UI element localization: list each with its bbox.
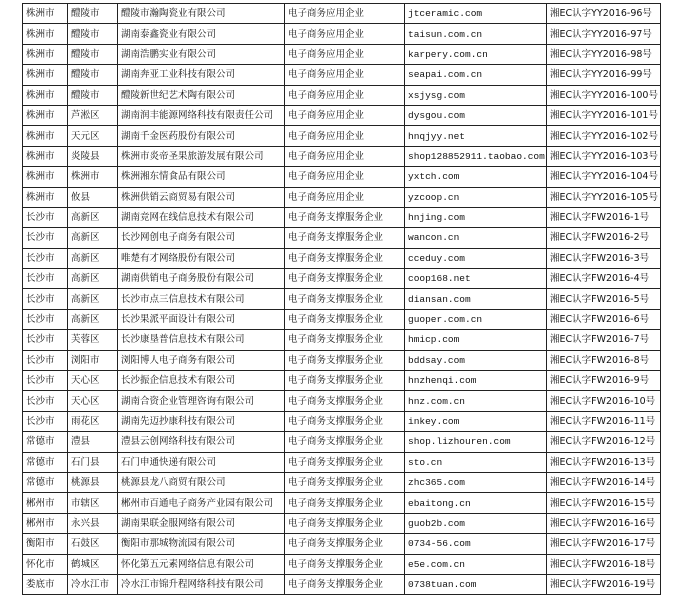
domain-cell: shop128852911.taobao.com (405, 146, 547, 166)
company-cell: 株洲市炎帝圣果旅游发展有限公司 (118, 146, 285, 166)
company-cell: 株洲湘东情食品有限公司 (118, 167, 285, 187)
category-cell: 电子商务支撑服务企业 (285, 452, 405, 472)
category-cell: 电子商务支撑服务企业 (285, 228, 405, 248)
domain-cell: coop168.net (405, 269, 547, 289)
category-cell: 电子商务支撑服务企业 (285, 554, 405, 574)
table-row (23, 248, 661, 268)
category-cell: 电子商务支撑服务企业 (285, 248, 405, 268)
category-cell: 电子商务应用企业 (285, 44, 405, 64)
domain-cell: wancon.cn (405, 228, 547, 248)
domain-cell: taisun.com.cn (405, 24, 547, 44)
domain-cell: yzcoop.cn (405, 187, 547, 207)
domain-cell: 0734-56.com (405, 534, 547, 554)
domain-cell: shop.lizhouren.com (405, 432, 547, 452)
table-row (23, 411, 661, 431)
company-cell: 湖南供销电子商务股份有限公司 (118, 269, 285, 289)
city-cell: 长沙市 (23, 289, 68, 309)
cert-number-cell: 湘EC认字FW2016-16号 (547, 513, 661, 533)
city-cell: 长沙市 (23, 269, 68, 289)
category-cell: 电子商务应用企业 (285, 4, 405, 24)
city-cell: 长沙市 (23, 350, 68, 370)
district-cell: 芙蓉区 (68, 330, 118, 350)
table-row (23, 391, 661, 411)
domain-cell: guoper.com.cn (405, 309, 547, 329)
company-cell: 湖南先迈抄康科技有限公司 (118, 411, 285, 431)
company-cell: 湖南浩鹏实业有限公司 (118, 44, 285, 64)
district-cell: 浏阳市 (68, 350, 118, 370)
company-cell: 浏阳博人电子商务有限公司 (118, 350, 285, 370)
category-cell: 电子商务应用企业 (285, 105, 405, 125)
cert-number-cell: 湘EC认字YY2016-101号 (547, 105, 661, 125)
certification-table (22, 3, 661, 595)
domain-cell: zhc365.com (405, 472, 547, 492)
domain-cell: xsjysg.com (405, 85, 547, 105)
city-cell: 株洲市 (23, 167, 68, 187)
district-cell: 高新区 (68, 248, 118, 268)
domain-cell: dysgou.com (405, 105, 547, 125)
district-cell: 石门县 (68, 452, 118, 472)
city-cell: 株洲市 (23, 126, 68, 146)
category-cell: 电子商务支撑服务企业 (285, 269, 405, 289)
table-row (23, 493, 661, 513)
table-row (23, 350, 661, 370)
cert-number-cell: 湘EC认字FW2016-17号 (547, 534, 661, 554)
table-row (23, 228, 661, 248)
district-cell: 天元区 (68, 126, 118, 146)
company-cell: 澧县云创网络科技有限公司 (118, 432, 285, 452)
table-row (23, 207, 661, 227)
category-cell: 电子商务应用企业 (285, 126, 405, 146)
company-cell: 株洲供销云商贸易有限公司 (118, 187, 285, 207)
cert-number-cell: 湘EC认字FW2016-14号 (547, 472, 661, 492)
city-cell: 株洲市 (23, 65, 68, 85)
district-cell: 冷水江市 (68, 574, 118, 594)
cert-number-cell: 湘EC认字YY2016-102号 (547, 126, 661, 146)
company-cell: 醴陵市瀚陶瓷业有限公司 (118, 4, 285, 24)
company-cell: 郴州市百通电子商务产业园有限公司 (118, 493, 285, 513)
city-cell: 株洲市 (23, 4, 68, 24)
domain-cell: 0738tuan.com (405, 574, 547, 594)
cert-number-cell: 湘EC认字FW2016-11号 (547, 411, 661, 431)
table-row (23, 126, 661, 146)
company-cell: 长沙振企信息技术有限公司 (118, 371, 285, 391)
domain-cell: hmicp.com (405, 330, 547, 350)
company-cell: 怀化第五元素网络信息有限公司 (118, 554, 285, 574)
table-row (23, 472, 661, 492)
district-cell: 高新区 (68, 228, 118, 248)
category-cell: 电子商务支撑服务企业 (285, 391, 405, 411)
category-cell: 电子商务支撑服务企业 (285, 371, 405, 391)
domain-cell: diansan.com (405, 289, 547, 309)
city-cell: 株洲市 (23, 187, 68, 207)
domain-cell: e5e.com.cn (405, 554, 547, 574)
city-cell: 长沙市 (23, 371, 68, 391)
district-cell: 高新区 (68, 207, 118, 227)
cert-number-cell: 湘EC认字FW2016-19号 (547, 574, 661, 594)
city-cell: 长沙市 (23, 330, 68, 350)
district-cell: 醴陵市 (68, 24, 118, 44)
city-cell: 常德市 (23, 452, 68, 472)
category-cell: 电子商务支撑服务企业 (285, 472, 405, 492)
category-cell: 电子商务应用企业 (285, 24, 405, 44)
cert-number-cell: 湘EC认字FW2016-10号 (547, 391, 661, 411)
cert-number-cell: 湘EC认字YY2016-104号 (547, 167, 661, 187)
domain-cell: sto.cn (405, 452, 547, 472)
table-row (23, 432, 661, 452)
district-cell: 醴陵市 (68, 4, 118, 24)
city-cell: 株洲市 (23, 146, 68, 166)
company-cell: 衡阳市那城物流园有限公司 (118, 534, 285, 554)
city-cell: 郴州市 (23, 513, 68, 533)
cert-number-cell: 湘EC认字FW2016-7号 (547, 330, 661, 350)
district-cell: 市辖区 (68, 493, 118, 513)
company-cell: 醴陵新世纪艺术陶有限公司 (118, 85, 285, 105)
cert-number-cell: 湘EC认字FW2016-13号 (547, 452, 661, 472)
category-cell: 电子商务支撑服务企业 (285, 411, 405, 431)
cert-number-cell: 湘EC认字FW2016-9号 (547, 371, 661, 391)
city-cell: 怀化市 (23, 554, 68, 574)
category-cell: 电子商务应用企业 (285, 146, 405, 166)
category-cell: 电子商务支撑服务企业 (285, 493, 405, 513)
company-cell: 冷水江市锦升程网络科技有限公司 (118, 574, 285, 594)
company-cell: 唯楚有才网络股份有限公司 (118, 248, 285, 268)
cert-number-cell: 湘EC认字YY2016-97号 (547, 24, 661, 44)
district-cell: 桃源县 (68, 472, 118, 492)
cert-number-cell: 湘EC认字YY2016-103号 (547, 146, 661, 166)
district-cell: 鹤城区 (68, 554, 118, 574)
domain-cell: yxtch.com (405, 167, 547, 187)
table-row (23, 167, 661, 187)
table-row (23, 513, 661, 533)
city-cell: 长沙市 (23, 411, 68, 431)
city-cell: 株洲市 (23, 105, 68, 125)
company-cell: 桃源县龙八商贸有限公司 (118, 472, 285, 492)
company-cell: 长沙康垦普信息技术有限公司 (118, 330, 285, 350)
table-row (23, 371, 661, 391)
city-cell: 郴州市 (23, 493, 68, 513)
category-cell: 电子商务支撑服务企业 (285, 432, 405, 452)
domain-cell: hnzhenqi.com (405, 371, 547, 391)
domain-cell: seapai.com.cn (405, 65, 547, 85)
city-cell: 长沙市 (23, 207, 68, 227)
district-cell: 石鼓区 (68, 534, 118, 554)
table-row (23, 65, 661, 85)
district-cell: 天心区 (68, 391, 118, 411)
district-cell: 醴陵市 (68, 85, 118, 105)
company-cell: 湖南奔亚工业科技有限公司 (118, 65, 285, 85)
district-cell: 攸县 (68, 187, 118, 207)
cert-number-cell: 湘EC认字YY2016-99号 (547, 65, 661, 85)
category-cell: 电子商务支撑服务企业 (285, 513, 405, 533)
table-row (23, 330, 661, 350)
cert-number-cell: 湘EC认字FW2016-18号 (547, 554, 661, 574)
table-row (23, 4, 661, 24)
category-cell: 电子商务应用企业 (285, 65, 405, 85)
category-cell: 电子商务支撑服务企业 (285, 330, 405, 350)
district-cell: 高新区 (68, 309, 118, 329)
cert-number-cell: 湘EC认字FW2016-4号 (547, 269, 661, 289)
city-cell: 长沙市 (23, 309, 68, 329)
table-row (23, 309, 661, 329)
district-cell: 高新区 (68, 289, 118, 309)
domain-cell: inkey.com (405, 411, 547, 431)
company-cell: 湖南润丰能源网络科技有限责任公司 (118, 105, 285, 125)
domain-cell: jtceramic.com (405, 4, 547, 24)
table-row (23, 269, 661, 289)
city-cell: 衡阳市 (23, 534, 68, 554)
city-cell: 株洲市 (23, 44, 68, 64)
city-cell: 常德市 (23, 432, 68, 452)
cert-number-cell: 湘EC认字FW2016-2号 (547, 228, 661, 248)
table-row (23, 44, 661, 64)
city-cell: 常德市 (23, 472, 68, 492)
category-cell: 电子商务应用企业 (285, 167, 405, 187)
cert-number-cell: 湘EC认字YY2016-105号 (547, 187, 661, 207)
company-cell: 湖南合资企业管理咨询有限公司 (118, 391, 285, 411)
cert-number-cell: 湘EC认字YY2016-96号 (547, 4, 661, 24)
domain-cell: hnz.com.cn (405, 391, 547, 411)
cert-number-cell: 湘EC认字FW2016-1号 (547, 207, 661, 227)
cert-number-cell: 湘EC认字FW2016-6号 (547, 309, 661, 329)
district-cell: 天心区 (68, 371, 118, 391)
district-cell: 雨花区 (68, 411, 118, 431)
table-row (23, 289, 661, 309)
city-cell: 长沙市 (23, 248, 68, 268)
table-body (23, 4, 661, 595)
domain-cell: karpery.com.cn (405, 44, 547, 64)
district-cell: 炎陵县 (68, 146, 118, 166)
company-cell: 湖南竞网在线信息技术有限公司 (118, 207, 285, 227)
district-cell: 芦淞区 (68, 105, 118, 125)
category-cell: 电子商务支撑服务企业 (285, 207, 405, 227)
category-cell: 电子商务支撑服务企业 (285, 309, 405, 329)
company-cell: 长沙果派平面设计有限公司 (118, 309, 285, 329)
table-row (23, 85, 661, 105)
district-cell: 澧县 (68, 432, 118, 452)
city-cell: 株洲市 (23, 85, 68, 105)
category-cell: 电子商务应用企业 (285, 85, 405, 105)
district-cell: 永兴县 (68, 513, 118, 533)
company-cell: 湖南泰鑫瓷业有限公司 (118, 24, 285, 44)
district-cell: 株洲市 (68, 167, 118, 187)
table-row (23, 187, 661, 207)
company-cell: 湖南果联金服网络有限公司 (118, 513, 285, 533)
domain-cell: ebaitong.cn (405, 493, 547, 513)
district-cell: 高新区 (68, 269, 118, 289)
cert-number-cell: 湘EC认字FW2016-3号 (547, 248, 661, 268)
cert-number-cell: 湘EC认字FW2016-15号 (547, 493, 661, 513)
district-cell: 醴陵市 (68, 65, 118, 85)
city-cell: 长沙市 (23, 228, 68, 248)
company-cell: 湖南千金医药股份有限公司 (118, 126, 285, 146)
table-row (23, 534, 661, 554)
table-row (23, 452, 661, 472)
domain-cell: bddsay.com (405, 350, 547, 370)
domain-cell: guob2b.com (405, 513, 547, 533)
category-cell: 电子商务支撑服务企业 (285, 350, 405, 370)
company-cell: 长沙市点三信息技术有限公司 (118, 289, 285, 309)
district-cell: 醴陵市 (68, 44, 118, 64)
category-cell: 电子商务支撑服务企业 (285, 534, 405, 554)
cert-number-cell: 湘EC认字YY2016-100号 (547, 85, 661, 105)
category-cell: 电子商务支撑服务企业 (285, 574, 405, 594)
table-row (23, 574, 661, 594)
domain-cell: hnqjyy.net (405, 126, 547, 146)
city-cell: 长沙市 (23, 391, 68, 411)
domain-cell: hnjing.com (405, 207, 547, 227)
table-row (23, 146, 661, 166)
cert-number-cell: 湘EC认字FW2016-12号 (547, 432, 661, 452)
table-row (23, 105, 661, 125)
category-cell: 电子商务支撑服务企业 (285, 289, 405, 309)
company-cell: 长沙网创电子商务有限公司 (118, 228, 285, 248)
category-cell: 电子商务应用企业 (285, 187, 405, 207)
city-cell: 株洲市 (23, 24, 68, 44)
cert-number-cell: 湘EC认字FW2016-5号 (547, 289, 661, 309)
table-row (23, 554, 661, 574)
company-cell: 石门申通快递有限公司 (118, 452, 285, 472)
cert-number-cell: 湘EC认字FW2016-8号 (547, 350, 661, 370)
table-row (23, 24, 661, 44)
domain-cell: cceduy.com (405, 248, 547, 268)
city-cell: 娄底市 (23, 574, 68, 594)
cert-number-cell: 湘EC认字YY2016-98号 (547, 44, 661, 64)
